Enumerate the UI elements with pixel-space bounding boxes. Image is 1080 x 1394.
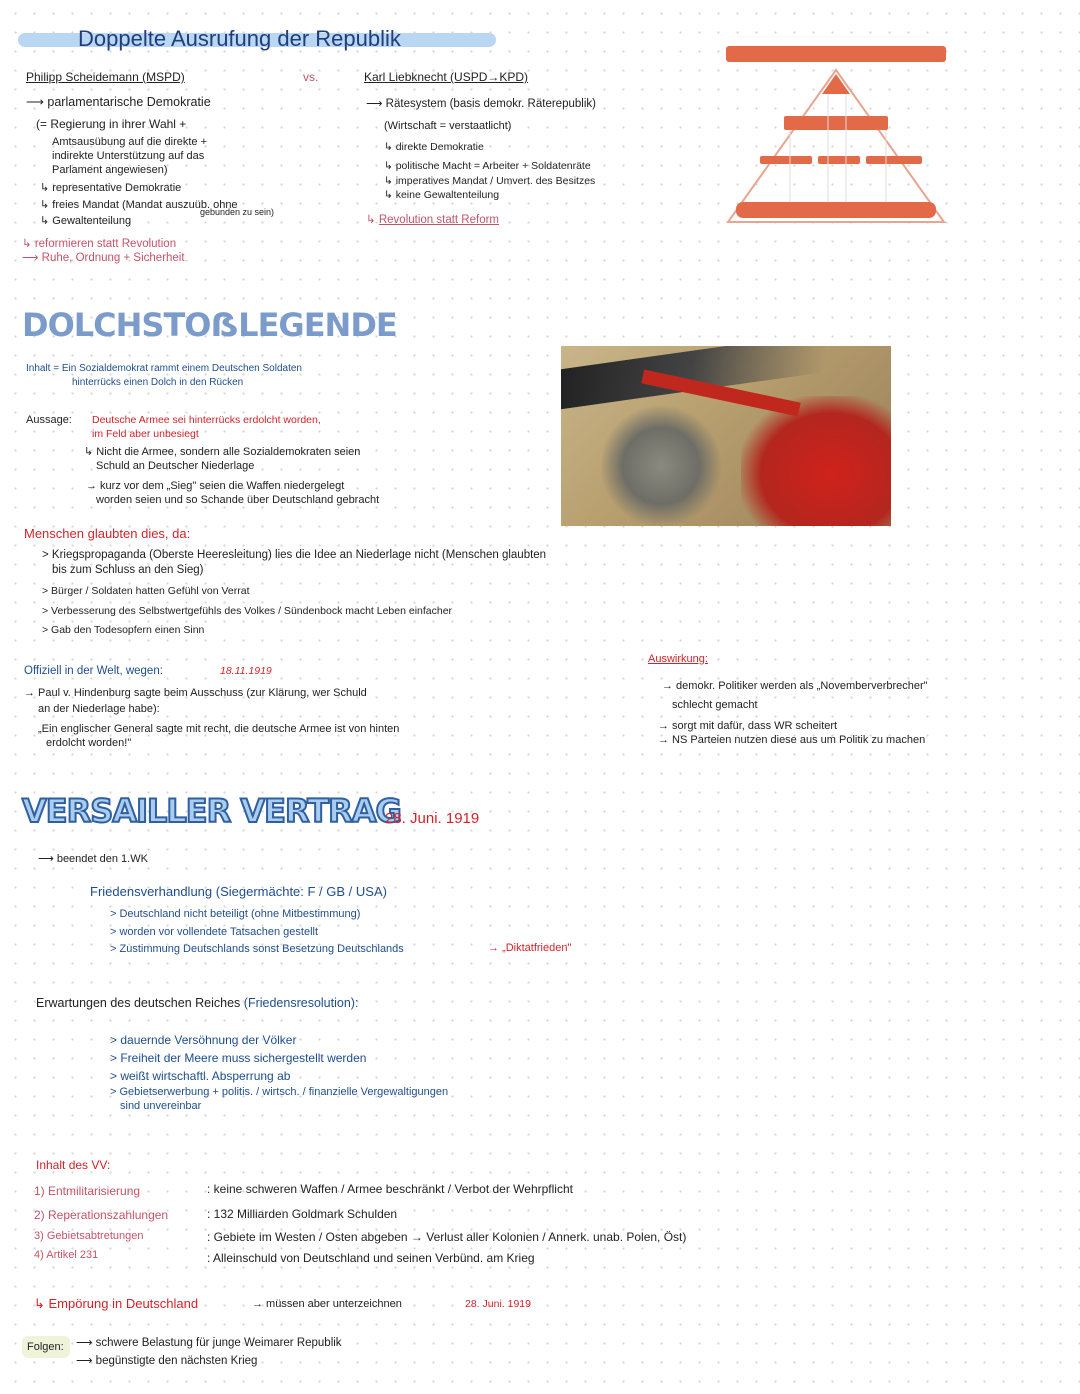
raetesystem-pyramid-diagram (726, 46, 946, 224)
left-line: Parlament angewiesen) (52, 164, 168, 176)
inhalt-line: hinterrücks einen Dolch in den Rücken (72, 377, 244, 388)
aussage-sub-line: → kurz vor dem „Sieg" seien die Waffen niedergelegt (86, 480, 345, 492)
right-line: ↳ direkte Demokratie (384, 141, 484, 153)
aussage-sub-line: worden seien und so Schande über Deutschland gebracht (96, 494, 380, 506)
inhalt-vv-heading: Inhalt des VV: (36, 1158, 111, 1172)
left-line: gebunden zu sein) (200, 207, 275, 217)
vertrag-date: 28. Juni. 1919 (385, 810, 480, 827)
inhalt-vv-text: : Alleinschuld von Deutschland und seinen Verbünd. am Krieg (207, 1251, 535, 1265)
offiziell-line: erdolcht worden!" (46, 737, 132, 749)
left-line: Amtsausübung auf die direkte + (52, 136, 208, 148)
unterzeichnen-line: → müssen aber unterzeichnen (252, 1298, 402, 1310)
right-line: (Wirtschaft = verstaatlicht) (384, 120, 512, 132)
glaubten-line: > Verbesserung des Selbstwertgefühls des Volkes / Sündenbock macht Leben einfacher (42, 605, 453, 617)
folgen-label: Folgen: (27, 1341, 64, 1353)
liebknecht-heading: Karl Liebknecht (USPD→KPD) (364, 70, 529, 84)
left-line: ↳ representative Demokratie (40, 182, 182, 194)
aussage-sub-line: ↳ Nicht die Armee, sondern alle Sozialdemokraten seien (84, 446, 361, 458)
auswirkung-heading: Auswirkung: (648, 653, 708, 665)
erwartung-line: > Gebietserwerbung + politis. / wirtsch. / finanzielle Vergewaltigungen (110, 1086, 449, 1098)
left-line: ↳ Gewaltenteilung (40, 215, 132, 227)
inhalt-vv-label: 1) Entmilitarisierung (34, 1184, 141, 1198)
aussage-line: Deutsche Armee sei hinterrücks erdolcht worden, (92, 414, 321, 426)
left-conclusion: ↳ reformieren statt Revolution (22, 238, 177, 250)
glaubten-heading: Menschen glaubten dies, da: (24, 526, 191, 541)
glaubten-line: > Gab den Todesopfern einen Sinn (42, 624, 205, 636)
inhalt-line: Inhalt = Ein Sozialdemokrat rammt einem Deutschen Soldaten (26, 363, 302, 374)
offiziell-line: an der Niederlage habe): (38, 703, 160, 715)
left-line: ↳ freies Mandat (Mandat auszuüb. ohne (40, 199, 238, 211)
erwartung-heading-text: Erwartungen des deutschen Reiches (36, 996, 241, 1010)
left-line: (= Regierung in ihrer Wahl + (36, 117, 187, 131)
glaubten-line: > Bürger / Soldaten hatten Gefühl von Verrat (42, 585, 250, 597)
glaubten-line: > Kriegspropaganda (Oberste Heeresleitung) lies die Idee an Niederlage nicht (Menschen glaubten (42, 549, 547, 561)
inhalt-vv-text: : Gebiete im Westen / Osten abgeben → Verlust aller Kolonien / Annerk. unab. Polen, Öst) (207, 1230, 687, 1244)
aussage-sub-line: Schuld an Deutscher Niederlage (96, 460, 255, 472)
pyramid-level-3a (760, 156, 812, 164)
frieden-line: > Deutschland nicht beteiligt (ohne Mitbestimmung) (110, 908, 361, 920)
scheidemann-heading: Philipp Scheidemann (MSPD) (26, 70, 185, 84)
inhalt-vv-label: 4) Artikel 231 (34, 1249, 99, 1261)
right-conclusion-text: Revolution statt Reform (378, 214, 500, 226)
offiziell-line: → Paul v. Hindenburg sagte beim Ausschuss (zur Klärung, wer Schuld (24, 687, 367, 699)
left-line: ⟶ parlamentarische Demokratie (26, 95, 211, 109)
erwartung-heading-paren: (Friedensresolution): (243, 996, 359, 1010)
frieden-line: > Zustimmung Deutschlands sonst Besetzung Deutschlands (110, 943, 404, 955)
frieden-line: > worden vor vollendete Tatsachen gestellt (110, 926, 319, 938)
auswirkung-line: schlecht gemacht (672, 699, 758, 711)
empoerung-line: ↳ Empörung in Deutschland (34, 1296, 199, 1311)
diktatfrieden-label: → „Diktatfrieden" (488, 942, 572, 954)
auswirkung-line: → demokr. Politiker werden als „Novemberverbrecher" (662, 680, 928, 692)
aussage-label: Aussage: (26, 414, 72, 426)
right-conclusion (366, 214, 499, 227)
vs-label: vs. (303, 70, 319, 84)
left-conclusion: ⟶ Ruhe, Ordnung + Sicherheit (22, 252, 185, 264)
frieden-heading: Friedensverhandlung (Siegermächte: F / GB / USA) (90, 884, 387, 899)
unterzeichnen-date: 28. Juni. 1919 (465, 1298, 531, 1310)
inhalt-vv-text: : 132 Milliarden Goldmark Schulden (207, 1207, 398, 1221)
dolchstoss-propaganda-image (561, 346, 891, 526)
inhalt-vv-label: 3) Gebietsabtretungen (34, 1230, 144, 1242)
pyramid-level-2 (784, 116, 888, 130)
folgen-line: ⟶ schwere Belastung für junge Weimarer Republik (76, 1337, 342, 1349)
pyramid-level-3c (866, 156, 922, 164)
pyramid-base (736, 202, 936, 218)
pyramid-level-3b (818, 156, 860, 164)
section-title-doppelte-ausrufung: Doppelte Ausrufung der Republik (78, 26, 401, 51)
section-title-dolchstosslegende: DOLCHSTOẞLEGENDE (22, 306, 397, 344)
erwartung-line: > weißt wirtschaftl. Absperrung ab (110, 1069, 291, 1083)
erwartung-line: sind unvereinbar (120, 1100, 202, 1112)
section-title-versailler-vertrag: VERSAILLER VERTRAG (22, 792, 401, 830)
aussage-line: im Feld aber unbesiegt (92, 428, 199, 440)
beendet-line: ⟶ beendet den 1.WK (38, 853, 148, 865)
inhalt-vv-label: 2) Reperationszahlungen (34, 1208, 169, 1222)
right-line: ⟶ Rätesystem (basis demokr. Räterepublik) (366, 98, 596, 110)
erwartung-line: > dauernde Versöhnung der Völker (110, 1033, 297, 1047)
pyramid-header-bar (726, 46, 946, 62)
offiziell-line: „Ein englischer General sagte mit recht, die deutsche Armee ist von hinten (38, 723, 400, 735)
glaubten-line: bis zum Schluss an den Sieg) (52, 564, 204, 576)
right-line: ↳ politische Macht = Arbeiter + Soldatenräte (384, 160, 591, 172)
arrow-icon: ↳ (366, 214, 376, 226)
auswirkung-line: → NS Parteien nutzen diese aus um Politik zu machen (658, 734, 926, 746)
erwartung-heading (36, 996, 358, 1010)
offiziell-date: 18.11.1919 (220, 665, 272, 677)
right-line: ↳ keine Gewaltenteilung (384, 189, 500, 201)
inhalt-vv-text: : keine schweren Waffen / Armee beschränkt / Verbot der Wehrpflicht (207, 1182, 573, 1196)
offiziell-heading: Offiziell in der Welt, wegen: (24, 665, 163, 677)
auswirkung-line: → sorgt mit dafür, dass WR scheitert (658, 720, 838, 732)
folgen-line: ⟶ begünstigte den nächsten Krieg (76, 1355, 258, 1367)
left-line: indirekte Unterstützung auf das (52, 150, 205, 162)
right-line: ↳ imperatives Mandat / Umvert. des Besitzes (384, 175, 596, 187)
erwartung-line: > Freiheit der Meere muss sichergestellt werden (110, 1051, 367, 1065)
